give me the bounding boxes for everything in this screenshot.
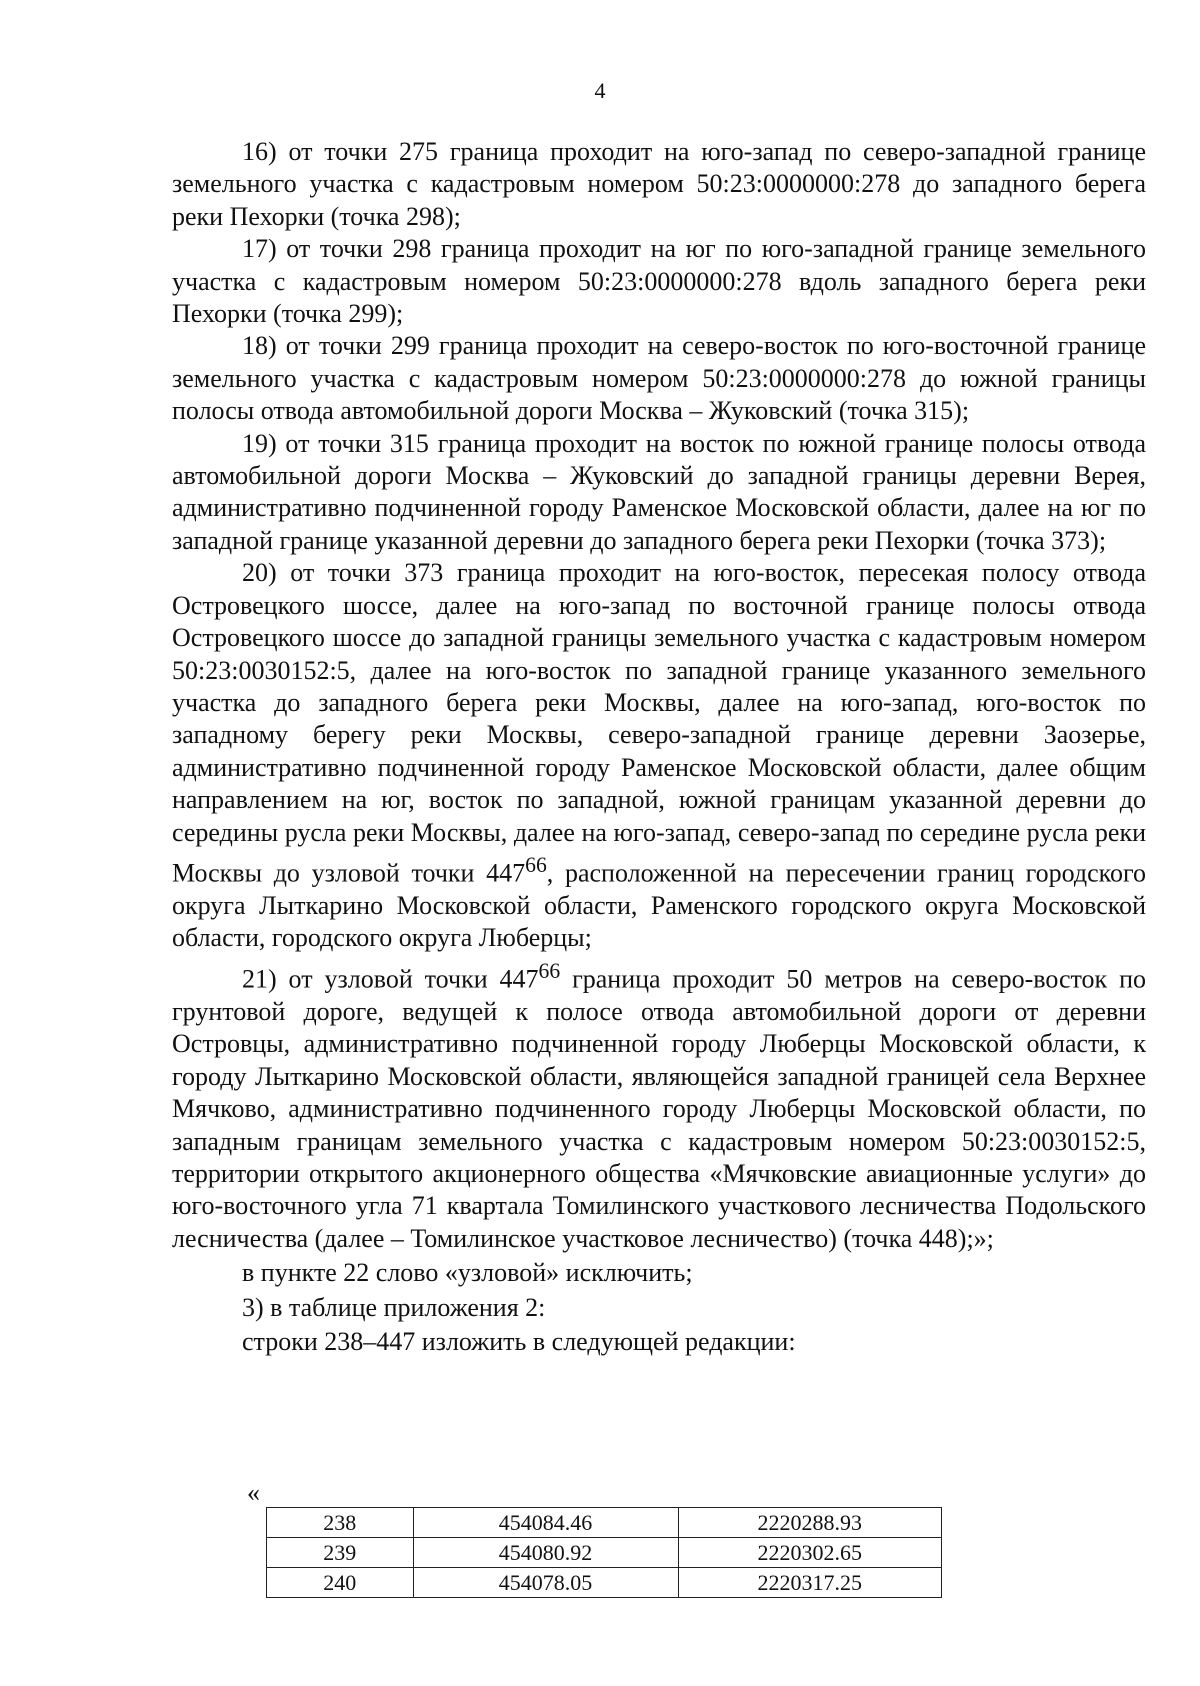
table-row	[267, 1538, 942, 1568]
x-coordinate-cell: 454084.46	[413, 1508, 678, 1538]
paragraph-18: 18) от точки 299 граница проходит на северо-восток по юго-восточной границе земельного участка с кадастровым номером 50:23:0000000:278 до южной границы полосы отвода автомобильной дороги Москва – Жуковский (точка 315);	[172, 331, 1146, 426]
coordinates-table	[266, 1507, 942, 1598]
x-coordinate-cell: 454080.92	[413, 1538, 678, 1568]
paragraph-19: 19) от точки 315 граница проходит на восток по южной границе полосы отвода автомобильной дороги Москва – Жуковский до западной границы деревни Верея, административно подчиненной городу Раменское Московской области, далее на юг по западной границе указанной деревни до западного берега реки Пехорки (точка 373);	[172, 428, 1146, 555]
y-coordinate-cell: 2220288.93	[678, 1508, 941, 1538]
paragraph-21: 21) от узловой точки $447^{66}$ граница проходит 50 метров на северо-восток по грунтовой дороге, ведущей к полосе отвода автомобильной дороги от деревни Островцы, административно подчиненной городу Люберцы Московской области, к городу Лыткарино Московской области, являющейся западной границей села Верхнее Мячково, административно подчиненного городу Люберцы Московской области, по западным границам земельного участка с кадастровым номером 50:23:0030152:5, территории открытого акционерного общества «Мячковские авиационные услуги» до юго-восточного угла 71 квартала Томилинского участкового лесничества Подольского лесничества (далее – Томилинское участковое лесничество) (точка 448);»;	[172, 958, 1147, 1253]
amendment-line-2: 3) в таблице приложения 2:	[242, 1292, 546, 1322]
point-number-cell: 238	[267, 1508, 414, 1538]
point-number-cell: 239	[267, 1538, 414, 1568]
point-number-cell: 240	[267, 1568, 414, 1598]
paragraph-20: 20) от точки 373 граница проходит на юго-восток, пересекая полосу отвода Островецкого шоссе, далее на юго-запад по восточной границе полосы отвода Островецкого шоссе до западной границы земельного участка с кадастровым номером 50:23:0030152:5, далее на юго-восток по западной границе указанного земельного участка до западного берега реки Москвы, далее на юго-запад, юго-восток по западному берегу реки Москвы, северо-западной границе деревни Заозерье, административно подчиненной городу Раменское Московской области, далее общим направлением на юг, восток по западной, южной границам указанной деревни до середины русла реки Москвы, далее на юго-запад, северо-запад по середине русла реки Москвы до узловой точки $447^{66}$, расположенной на пересечении границ городского округа Лыткарино Московской области, Раменского городского округа Московской области, городского округа Люберцы;	[172, 558, 1146, 953]
paragraph-17: 17) от точки 298 граница проходит на юг по юго-западной границе земельного участка с кадастровым номером 50:23:0000000:278 вдоль западного берега реки Пехорки (точка 299);	[172, 234, 1146, 329]
page-number: 4	[594, 78, 606, 103]
document-body	[172, 136, 1146, 1358]
superscript: 66	[525, 852, 547, 877]
amendment-line-1: в пункте 22 слово «узловой» исключить;	[242, 1258, 693, 1288]
table-row	[267, 1508, 942, 1538]
superscript: 66	[538, 958, 561, 983]
y-coordinate-cell: 2220317.25	[678, 1568, 941, 1598]
opening-quote: «	[247, 1478, 260, 1507]
x-coordinate-cell: 454078.05	[413, 1568, 678, 1598]
paragraph-16: 16) от точки 275 граница проходит на юго-запад по северо-западной границе земельного участка с кадастровым номером 50:23:0000000:278 до западного берега реки Пехорки (точка 298);	[172, 137, 1146, 231]
y-coordinate-cell: 2220302.65	[678, 1538, 941, 1568]
table-row	[267, 1568, 942, 1598]
amendment-line-3: строки 238–447 изложить в следующей редакции:	[242, 1326, 796, 1356]
